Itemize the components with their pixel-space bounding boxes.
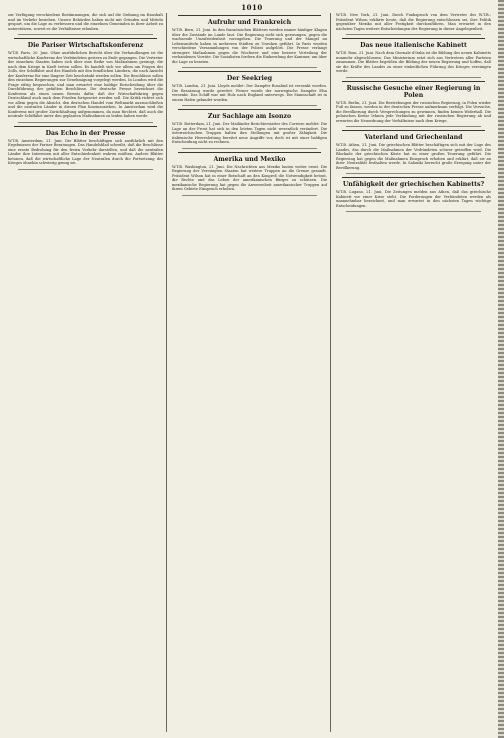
article-body: W.T.B. New York, 21. Juni. Durch Funkspruch von dem Vertreter des W.T.B.: Präsident Wilson erklärte heute, daß die Regierung entschlossen sei, ihre Politik gegenüber Mexiko mit aller Festigkeit durchzuführen. Man erwartet in den nächsten Tagen weitere Entscheidungen der Regierung in dieser Angelegenheit. <box>336 13 491 31</box>
article-separator <box>18 169 153 170</box>
article-separator <box>346 126 481 127</box>
article-heading: Der Seekrieg <box>226 75 273 82</box>
article-body: W.T.B. Athen, 21. Juni. Die griechischen Blätter beschäftigen sich mit der Lage des Landes, das durch die Maßnahmen der Verbündeten schwer getroffen wird. Die Blockade der griechischen Küste hat zu einer großen Teuerung geführt. Die Regierung hat gegen die Maßnahmen Einspruch erhoben und erklärt, daß sie an ihrer Neutralität festhalten werde. In Saloniki herrscht große Erregung unter der Bevölkerung. <box>336 143 491 170</box>
article-body: W.T.B. Rom, 21. Juni. Nach dem Giornale d'Italia ist die Bildung des neuen Kabinetts nunmehr abgeschlossen. Das Ministerium setzt sich aus Vertretern aller Parteien zusammen. Die Blätter begrüßen die Bildung der neuen Regierung und hoffen, daß sie die Kräfte des Landes zu einer einheitlichen Führung des Krieges vereinigen werde. <box>336 51 491 73</box>
article-separator <box>182 195 317 196</box>
heading-rule <box>14 38 157 39</box>
article-body: W.T.B. Washington, 21. Juni. Die Nachrichten aus Mexiko lauten weiter ernst. Die Regierung der Vereinigten Staaten hat weitere Truppen an die Grenze gesandt. Präsident Wilson hat in einer Botschaft an den Kongreß die Notwendigkeit betont, die Rechte und das Leben der amerikanischen Bürger zu schützen. Die mexikanische Regierung hat gegen die Anwesenheit amerikanischer Truppen auf ihrem Gebiete Einspruch erhoben. <box>172 164 327 191</box>
article-separator <box>18 122 153 123</box>
article-heading: Das neue italienische Kabinett <box>360 42 467 49</box>
article-body: W.T.B. London, 21. Juni. Lloyds meldet: Der Dampfer Rosalind ist versenkt worden. Die Besatzung wurde gerettet. Ferner wurde der norwegische Dampfer Elsa versenkt. Das Schiff war mit Holz nach England unterwegs. Die Mannschaft ist in einem Hafen gelandet worden. <box>172 84 327 102</box>
article-separator <box>346 77 481 78</box>
heading-rule <box>178 109 321 110</box>
article-heading: Zur Sachlage am Isonzo <box>207 113 292 120</box>
article-separator <box>346 173 481 174</box>
heading-rule <box>178 71 321 72</box>
article-body: W.T.B. Bern, 21. Juni. In den französischen Blättern werden immer häufiger Klagen über die Zustände im Lande laut. Die Regierung sieht sich gezwungen, gegen die wachsende Unzufriedenheit vorzugehen. Die Teuerung und der Mangel an Lebensmitteln haben in mehreren Städten zu Unruhen geführt. In Paris wurden verschiedene Versammlungen von der Polizei aufgelöst. Die Presse verlangt strengere Maßnahmen gegen die Wucherer und eine bessere Verteilung der vorhandenen Vorräte. Die Sozialisten fordern die Einberufung der Kammer, um über die Lage zu beraten. <box>172 28 327 64</box>
column-3 <box>336 13 494 732</box>
article-body: zur Verfügung verschiedene Bestimmungen, die sich auf die Ordnung im Haushalt und im Verkehr beziehen. Unsere Behörden haben nicht mit Gründen und Mitteln gespart, um die Lage zu verbessern und die einzelnen Gemeinden in ihrer Arbeit zu unterstützen, soweit es die Verhältnisse erlauben. <box>8 13 163 31</box>
page-number: 1010 <box>241 3 263 12</box>
article-separator <box>346 211 481 212</box>
article-separator <box>182 105 317 106</box>
article-separator <box>18 34 153 35</box>
heading-rule <box>342 177 485 178</box>
article-separator <box>182 67 317 68</box>
heading-rule <box>342 81 485 82</box>
heading-rule <box>342 38 485 39</box>
article-body: W.T.B. Amsterdam, 21. Juni. Die Blätter beschäftigen sich ausführlich mit den Ergebnissen der Pariser Beratungen. Das Handelsblad schreibt, daß die Beschlüsse eine ernste Bedrohung für den freien Verkehr darstellen, und daß die neutralen Länder ihre Interessen mit aller Entschiedenheit wahren müßten. Andere Blätter betonen, daß die wirtschaftliche Lage der Neutralen durch die Fortsetzung des Krieges ohnehin schwierig genug sei. <box>8 138 163 165</box>
article-heading: Die Pariser Wirtschaftskonferenz <box>27 42 144 49</box>
article-separator <box>182 148 317 149</box>
page-edge-scan-artifact <box>498 0 504 738</box>
article-separator <box>346 34 481 35</box>
heading-rule <box>178 15 321 16</box>
heading-rule <box>178 152 321 153</box>
article-body: W.T.B. Paris, 20. Juni. Ohne ausführlichen Bericht über die Verhandlungen ist die wirtschaftliche Konferenz der Verbündeten gestern zu Ende gegangen. Die Vertreter der einzelnen Staaten haben sich über eine Reihe von Maßnahmen geeinigt, die nach dem Kriege in Kraft treten sollen. Es handelt sich vor allem um Fragen des Zolls, der Schiffahrt und des Handels mit den feindlichen Ländern, die nach Ansicht der Konferenz für eine längere Zeit beschränkt werden sollen. Die Beschlüsse sollen den einzelnen Regierungen zur Genehmigung vorgelegt werden. In London wird die Frage eifrig besprochen, und man erwartet eine baldige Entscheidung über die Durchführung der gefaßten Beschlüsse. Die deutsche Presse bezeichnet die Konferenz als einen neuen Beweis dafür, daß der Wirtschaftskrieg gegen Deutschland auch nach dem Frieden fortgesetzt werden soll. Die Kritik richtet sich vor allem gegen die Absicht, den deutschen Handel vom Weltmarkt auszuschließen und die neutralen Länder in diesen Plan hineinzuziehen. In Amsterdam wird die Konferenz mit großer Zurückhaltung aufgenommen, da man fürchtet, daß auch die neutrale Schiffahrt unter den geplanten Maßnahmen zu leiden haben werde. <box>8 51 163 118</box>
column-1 <box>8 13 167 732</box>
article-heading: Vaterland und Griechenland <box>364 134 463 141</box>
article-body: W.T.B. Rotterdam, 21. Juni. Der Mailänder Berichterstatter des Corriere meldet: Die Lage an der Front hat sich in den letzten Tagen nicht wesentlich verändert. Die österreichischen Truppen halten ihre Stellungen mit großer Zähigkeit. Die italienische Heeresleitung bereitet neue Angriffe vor, doch ist mit einer baldigen Entscheidung nicht zu rechnen. <box>172 122 327 144</box>
article-heading: Amerika und Mexiko <box>213 155 286 163</box>
article-heading: Das Echo in der Presse <box>45 129 126 137</box>
columns <box>8 13 494 732</box>
column-2 <box>172 13 331 732</box>
article-heading: Russische Gesuche einer Regierung in Polen <box>346 84 481 99</box>
article-body: W.T.B. Berlin, 21. Juni. Die Bestrebungen der russischen Regierung, in Polen wieder Fuß zu fassen, werden in der deutschen Presse aufmerksam verfolgt. Die Versuche, die Bevölkerung durch Versprechungen zu gewinnen, finden keinen Widerhall. Die polnischen Kreise lehnen jede Verbindung mit der russischen Regierung ab und erwarten die Neuordnung der Verhältnisse nach dem Kriege. <box>336 100 491 123</box>
article-body: W.T.B. Lugano, 21. Juni. Die Zeitungen melden aus Athen, daß das griechische Kabinett vor einer Krise steht. Die Forderungen der Verbündeten werden als unannehmbar bezeichnet, und man erwartet in den nächsten Tagen wichtige Entscheidungen. <box>336 190 491 208</box>
heading-rule <box>14 126 157 127</box>
article-heading: Unfähigkeit der griechischen Kabinetts? <box>342 181 485 188</box>
heading-rule <box>342 130 485 131</box>
article-heading: Aufruhr und Frankreich <box>207 19 292 26</box>
